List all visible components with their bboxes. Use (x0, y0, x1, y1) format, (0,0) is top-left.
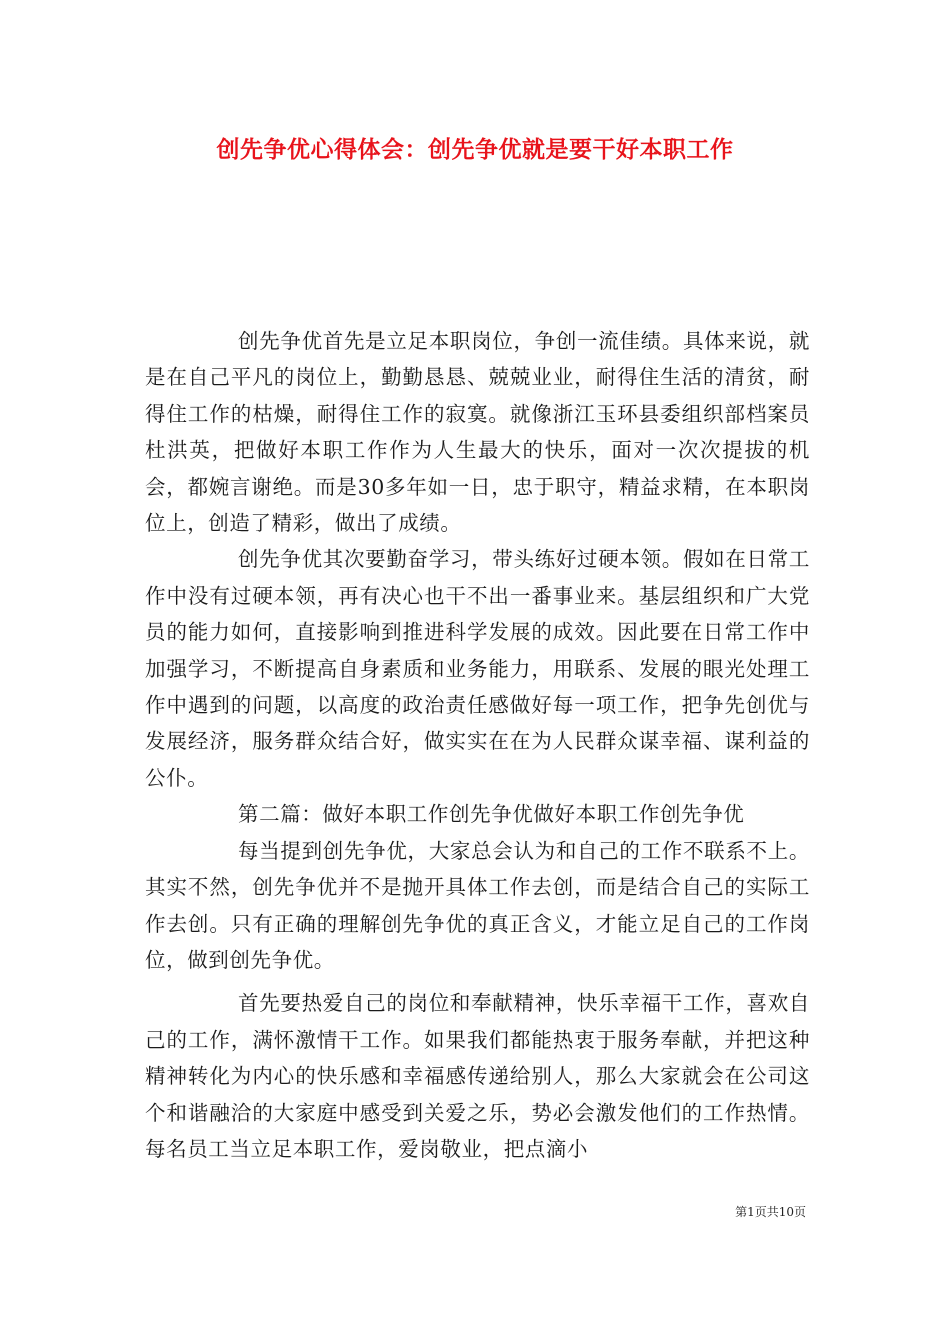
document-title: 创先争优心得体会：创先争优就是要干好本职工作 (216, 136, 734, 163)
section-heading-part-2: 第二篇：做好本职工作创先争优做好本职工作创先争优 (238, 802, 745, 827)
paragraph-3: 每当提到创先争优，大家总会认为和自己的工作不联系不上。其实不然，创先争优并不是抛开具体工作去创，而是结合自己的实际工作去创。只有正确的理解创先争优的真正含义，才能立足自己的工作岗位，做到创先争优。 (145, 838, 810, 972)
page-number-footer: 第1页共10页 (735, 1205, 806, 1219)
paragraph-4: 首先要热爱自己的岗位和奉献精神，快乐幸福干工作，喜欢自己的工作，满怀激情干工作。如果我们都能热衷于服务奉献，并把这种精神转化为内心的快乐感和幸福感传递给别人，那么大家就会在公司这个和谐融洽的大家庭中感受到关爱之乐，势必会激发他们的工作热情。每名员工当立足本职工作，爱岗敬业，把点滴小 (145, 991, 810, 1161)
paragraph-1: 创先争优首先是立足本职岗位，争创一流佳绩。具体来说，就是在自己平凡的岗位上，勤勤恳恳、兢兢业业，耐得住生活的清贫，耐得住工作的枯燥，耐得住工作的寂寞。就像浙江玉环县委组织部档案员杜洪英，把做好本职工作作为人生最大的快乐，面对一次次提拔的机会，都婉言谢绝。而是30多年如一日，忠于职守，精益求精，在本职岗位上，创造了精彩，做出了成绩。 (145, 329, 810, 536)
document-body (145, 323, 810, 1167)
paragraph-2: 创先争优其次要勤奋学习，带头练好过硬本领。假如在日常工作中没有过硬本领，再有决心也干不出一番事业来。基层组织和广大党员的能力如何，直接影响到推进科学发展的成效。因此要在日常工作中加强学习，不断提高自身素质和业务能力，用联系、发展的眼光处理工作中遇到的问题，以高度的政治责任感做好每一项工作，把争先创优与发展经济，服务群众结合好，做实实在在为人民群众谋幸福、谋利益的公仆。 (145, 547, 810, 790)
